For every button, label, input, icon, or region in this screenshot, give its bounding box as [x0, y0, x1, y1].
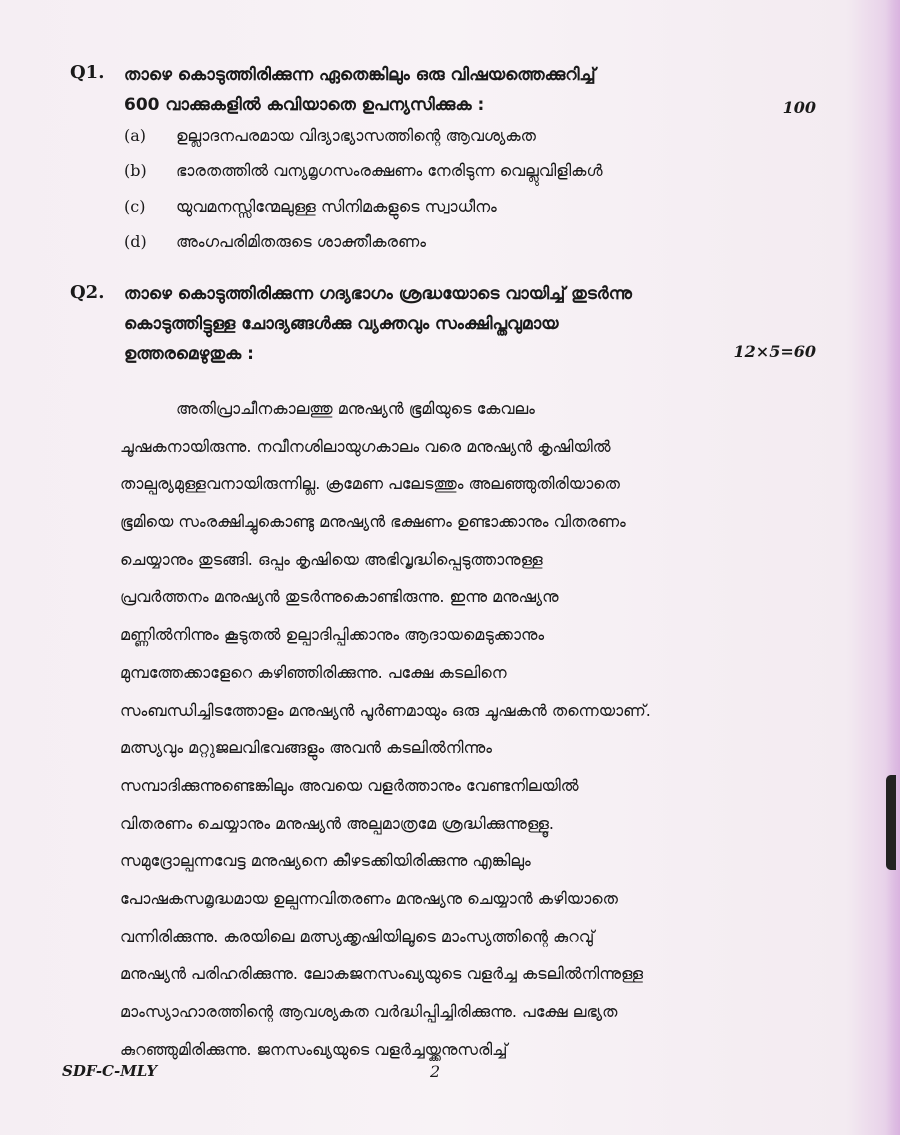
- passage-line: താല്പര്യമുള്ളവനായിരുന്നില്ല. ക്രമേണ പലേടത്തും അലഞ്ഞുതിരിയാതെ: [120, 474, 620, 494]
- passage-line: കുറഞ്ഞുമിരിക്കുന്നു. ജനസംഖ്യയുടെ വളർച്ചയ്ക്കനുസരിച്ച്: [120, 1039, 508, 1059]
- page-edge-shadow: [886, 0, 900, 1135]
- passage-line: മുമ്പത്തേക്കാളേറെ കഴിഞ്ഞിരിക്കുന്നു. പക്ഷേ കടലിനെ: [120, 662, 507, 682]
- option-d-label: (d): [124, 232, 147, 251]
- passage-line: മണ്ണിൽനിന്നും കൂടുതൽ ഉല്പാദിപ്പിക്കാനും ആദായമെടുക്കാനും: [120, 625, 545, 645]
- passage-line: പോഷകസമൃദ്ധമായ ഉല്പന്നവിതരണം മനുഷ്യനു ചെയ്യാൻ കഴിയാതെ: [120, 888, 618, 908]
- passage-line: മത്സ്യവും മറ്റുജലവിഭവങ്ങളും അവൻ കടലിൽനിന്നും: [120, 738, 492, 758]
- page-number: 2: [430, 1062, 441, 1081]
- passage-line: അതിപ്രാചീനകാലത്തു മനുഷ്യൻ ഭൂമിയുടെ കേവലം: [176, 399, 535, 418]
- passage-line: പ്രവർത്തനം മനുഷ്യൻ തുടർന്നുകൊണ്ടിരുന്നു. ഇന്നു മനുഷ്യനു: [120, 587, 559, 607]
- passage-line: ചൂഷകനായിരുന്നു. നവീനശിലായുഗകാലം വരെ മനുഷ്യൻ കൃഷിയിൽ: [120, 436, 611, 456]
- option-c-label: (c): [124, 197, 146, 216]
- option-a-label: (a): [124, 126, 147, 145]
- question-1-number: Q1.: [70, 62, 105, 83]
- passage-line: സംബന്ധിച്ചിടത്തോളം മനുഷ്യൻ പൂർണമായും ഒരു ചൂഷകൻ തന്നെയാണ്.: [120, 700, 651, 720]
- paper-code: SDF-C-MLY: [62, 1062, 158, 1080]
- option-b-text: ഭാരതത്തിൽ വന്യമൃഗസംരക്ഷണം നേരിടുന്ന വെല്ലുവിളികൾ: [176, 161, 603, 180]
- question-1-text: [124, 60, 596, 120]
- passage-line: ഭൂമിയെ സംരക്ഷിച്ചുകൊണ്ടു മനുഷ്യൻ ഭക്ഷണം ഉണ്ടാക്കാനും വിതരണം: [120, 512, 626, 532]
- passage-line: മനുഷ്യൻ പരിഹരിക്കുന്നു. ലോകജനസംഖ്യയുടെ വളർച്ച കടലിൽനിന്നുള്ള: [120, 964, 644, 984]
- question-1-line-1: താഴെ കൊടുത്തിരിക്കുന്ന ഏതെങ്കിലും ഒരു വിഷയത്തെക്കുറിച്ച്: [124, 65, 596, 85]
- question-2-marks: 12×5=60: [733, 342, 816, 361]
- question-2-line-1: താഴെ കൊടുത്തിരിക്കുന്ന ഗദ്യഭാഗം ശ്രദ്ധയോടെ വായിച്ച് തുടർന്നു: [124, 284, 632, 304]
- option-a-text: ഉല്ലാദനപരമായ വിദ്യാഭ്യാസത്തിന്റെ ആവശ്യകത: [176, 126, 536, 145]
- passage: [120, 390, 780, 1068]
- passage-line: മാംസ്യാഹാരത്തിന്റെ ആവശ്യകത വർദ്ധിപ്പിച്ചിരിക്കുന്നു. പക്ഷേ ലഭ്യത: [120, 1002, 618, 1021]
- scan-artifact: [886, 775, 896, 870]
- question-1-line-2: 600 വാക്കുകളിൽ കവിയാതെ ഉപന്യസിക്കുക :: [124, 95, 485, 115]
- question-1-marks: 100: [782, 98, 816, 117]
- passage-line: ചെയ്യാനും തുടങ്ങി. ഒപ്പം കൃഷിയെ അഭിവൃദ്ധിപ്പെടുത്താനുള്ള: [120, 549, 543, 569]
- option-b-label: (b): [124, 161, 147, 180]
- passage-line: വന്നിരിക്കുന്നു. കരയിലെ മത്സ്യക്കൃഷിയിലൂടെ മാംസ്യത്തിന്റെ കുറവു്: [120, 926, 595, 946]
- passage-line: സമ്പാദിക്കുന്നുണ്ടെങ്കിലും അവയെ വളർത്താനും വേണ്ടനിലയിൽ: [120, 775, 579, 795]
- passage-line: വിതരണം ചെയ്യാനും മനുഷ്യൻ അല്പമാത്രമേ ശ്രദ്ധിക്കുന്നുള്ളൂ.: [120, 813, 554, 833]
- question-2-number: Q2.: [70, 282, 105, 303]
- option-d-text: അംഗപരിമിതരുടെ ശാക്തീകരണം: [176, 232, 426, 251]
- question-2-text: [124, 279, 632, 369]
- passage-line: സമുദ്രോല്പന്നവേട്ട മനുഷ്യനെ കീഴടക്കിയിരിക്കുന്നു എങ്കിലും: [120, 851, 531, 871]
- option-c-text: യുവമനസ്സിന്മേലുള്ള സിനിമകളുടെ സ്വാധീനം: [176, 197, 497, 216]
- question-2-line-3: ഉത്തരമെഴുതുക :: [124, 344, 254, 364]
- question-2-line-2: കൊടുത്തിട്ടുള്ള ചോദ്യങ്ങൾക്കു വ്യക്തവും സംക്ഷിപ്തവുമായ: [124, 314, 559, 334]
